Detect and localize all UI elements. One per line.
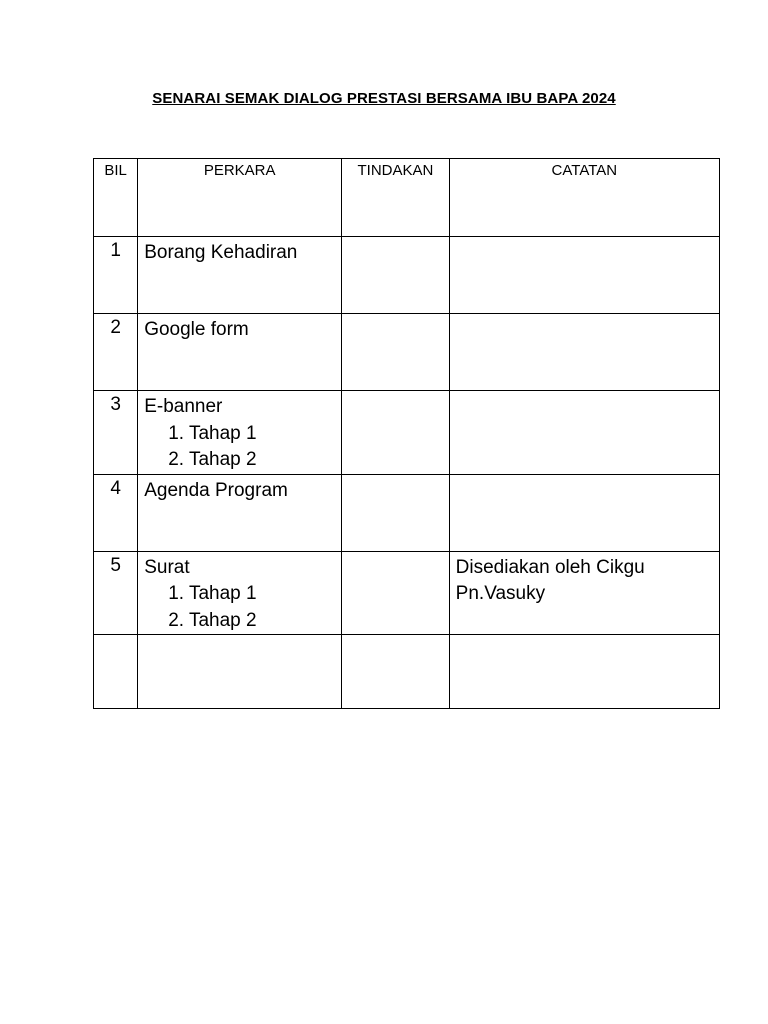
row-tindakan[interactable]	[342, 551, 450, 635]
sub-item: 1. Tahap 1	[168, 583, 257, 604]
table-row	[94, 391, 720, 475]
row-tindakan[interactable]	[342, 237, 450, 314]
row-catatan[interactable]	[449, 474, 719, 551]
row-tindakan[interactable]	[342, 635, 450, 709]
row-catatan-cell[interactable]	[449, 551, 719, 635]
row-catatan[interactable]	[449, 391, 719, 475]
table-row	[94, 237, 720, 314]
document-title: SENARAI SEMAK DIALOG PRESTASI BERSAMA IBU BAPA 2024	[152, 90, 616, 107]
sub-item: 2. Tahap 2	[168, 609, 257, 631]
header-perkara: PERKARA	[138, 159, 342, 237]
row-tindakan[interactable]	[342, 391, 450, 475]
row-catatan[interactable]	[449, 635, 719, 709]
row-perkara-cell	[138, 551, 342, 635]
row-bil: 5	[94, 551, 138, 635]
row-bil: 1	[94, 237, 138, 314]
row-catatan[interactable]	[449, 314, 719, 391]
row-perkara-cell	[138, 391, 342, 475]
sub-item: 2. Tahap 2	[168, 449, 257, 470]
row-tindakan[interactable]	[342, 314, 450, 391]
row-catatan[interactable]	[449, 237, 719, 314]
row-perkara: Google form	[138, 314, 342, 391]
row-bil[interactable]	[94, 635, 138, 709]
table-row	[94, 551, 720, 635]
row-bil: 3	[94, 391, 138, 475]
row-perkara[interactable]	[138, 635, 342, 709]
table-row-empty	[94, 635, 720, 709]
checklist-table	[93, 158, 720, 709]
row-catatan-line: Disediakan oleh Cikgu	[455, 556, 645, 578]
table-header-row	[94, 159, 720, 237]
header-bil: BIL	[94, 159, 138, 237]
row-perkara: Surat	[144, 556, 190, 578]
row-tindakan[interactable]	[342, 474, 450, 551]
header-tindakan: TINDAKAN	[342, 159, 450, 237]
row-perkara: Agenda Program	[138, 474, 342, 551]
row-perkara: E-banner	[144, 396, 223, 417]
header-catatan: CATATAN	[449, 159, 719, 237]
table-row	[94, 474, 720, 551]
table-row	[94, 314, 720, 391]
row-catatan-line: Pn.Vasuky	[455, 583, 546, 604]
row-bil: 4	[94, 474, 138, 551]
sub-item: 1. Tahap 1	[168, 422, 257, 444]
row-bil: 2	[94, 314, 138, 391]
row-perkara: Borang Kehadiran	[138, 237, 342, 314]
